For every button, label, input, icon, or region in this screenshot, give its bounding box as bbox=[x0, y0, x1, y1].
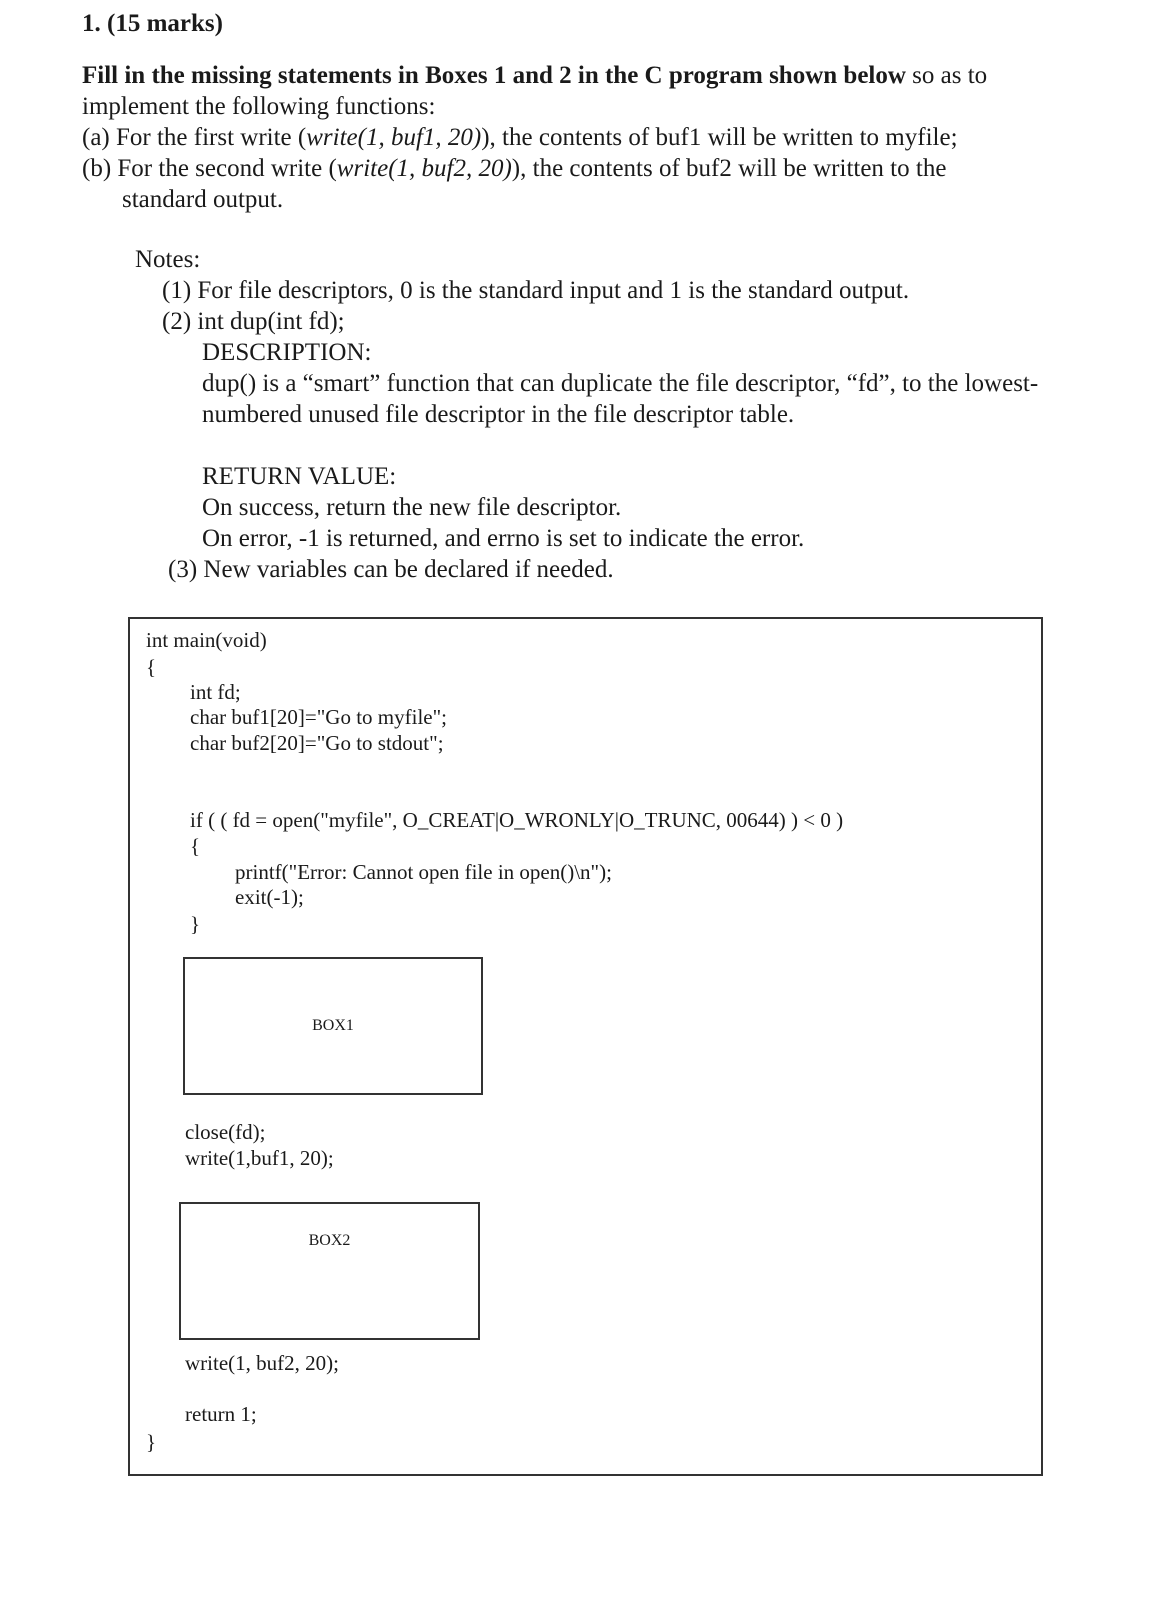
part-b-line2: standard output. bbox=[122, 186, 284, 213]
code-close-fd: close(fd); bbox=[185, 1120, 266, 1144]
code-decl-buf1: char buf1[20]="Go to myfile"; bbox=[190, 705, 448, 729]
question-intro-line2: implement the following functions: bbox=[82, 93, 436, 120]
part-a bbox=[82, 122, 958, 153]
part-a-prefix: (a) For the first write ( bbox=[82, 124, 307, 151]
code-decl-fd: int fd; bbox=[190, 680, 241, 704]
part-a-call: write(1, buf1, 20) bbox=[306, 124, 482, 151]
code-if-brace-open: { bbox=[190, 834, 201, 858]
code-close-brace: } bbox=[146, 1430, 157, 1454]
part-b-call: write(1, buf2, 20) bbox=[336, 155, 512, 182]
code-write-buf2: write(1, buf2, 20); bbox=[185, 1351, 339, 1375]
part-b bbox=[82, 153, 946, 184]
description-line-1: dup() is a “smart” function that can duplicate the file descriptor, “fd”, to the lowest- bbox=[202, 370, 1039, 397]
note-2: (2) int dup(int fd); bbox=[162, 308, 345, 335]
description-line-2: numbered unused file descriptor in the file descriptor table. bbox=[202, 401, 795, 428]
return-value-line-1: On success, return the new file descriptor. bbox=[202, 494, 622, 521]
code-printf: printf("Error: Cannot open file in open()\n"); bbox=[235, 860, 612, 884]
code-if-open: if ( ( fd = open("myfile", O_CREAT|O_WRONLY|O_TRUNC, 00644) ) < 0 ) bbox=[190, 808, 844, 832]
return-value-heading: RETURN VALUE: bbox=[202, 463, 397, 490]
description-heading: DESCRIPTION: bbox=[202, 339, 372, 366]
return-value-line-2: On error, -1 is returned, and errno is set to indicate the error. bbox=[202, 525, 805, 552]
box2 bbox=[179, 1202, 480, 1340]
note-1: (1) For file descriptors, 0 is the standard input and 1 is the standard output. bbox=[162, 277, 910, 304]
part-b-prefix: (b) For the second write ( bbox=[82, 155, 337, 182]
code-decl-buf2: char buf2[20]="Go to stdout"; bbox=[190, 731, 444, 755]
code-exit: exit(-1); bbox=[235, 885, 304, 909]
box2-label: BOX2 bbox=[308, 1232, 351, 1249]
code-write-buf1: write(1,buf1, 20); bbox=[185, 1146, 334, 1170]
code-return: return 1; bbox=[185, 1402, 257, 1426]
box1 bbox=[183, 957, 483, 1095]
part-b-suffix: ), the contents of buf2 will be written to the bbox=[511, 155, 947, 182]
question-intro-bold: Fill in the missing statements in Boxes 1 and 2 in the C program shown below bbox=[82, 62, 906, 89]
question-intro bbox=[82, 60, 987, 91]
code-open-brace: { bbox=[146, 655, 157, 679]
code-line-main: int main(void) bbox=[146, 628, 267, 652]
question-intro-rest: so as to bbox=[905, 62, 988, 89]
part-a-suffix: ), the contents of buf1 will be written to myfile; bbox=[481, 124, 958, 151]
note-3: (3) New variables can be declared if needed. bbox=[168, 556, 614, 583]
box1-label: BOX1 bbox=[312, 1017, 354, 1034]
notes-heading: Notes: bbox=[135, 246, 201, 273]
code-if-brace-close: } bbox=[190, 912, 201, 936]
question-title: 1. (15 marks) bbox=[82, 10, 223, 37]
